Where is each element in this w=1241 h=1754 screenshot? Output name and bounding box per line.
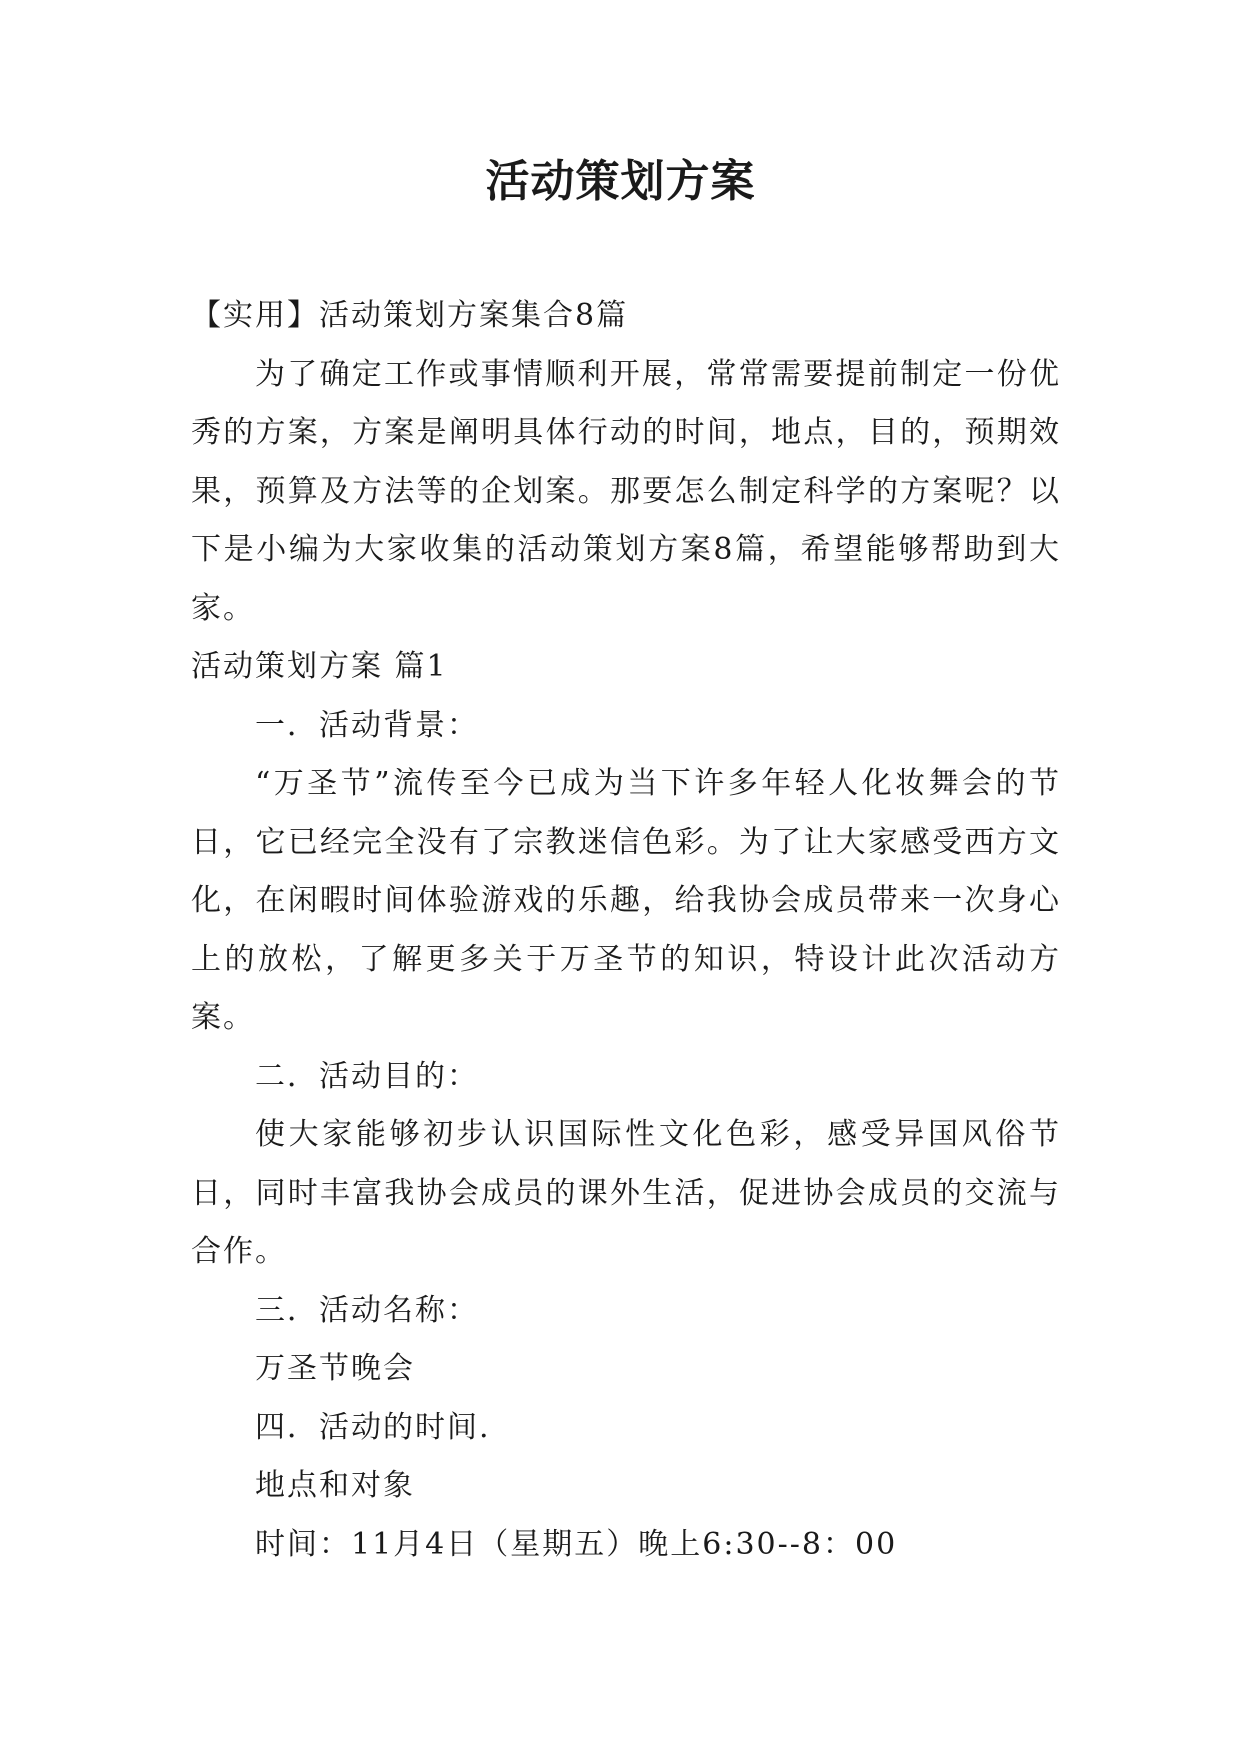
intro-paragraph: 为了确定工作或事情顺利开展，常常需要提前制定一份优秀的方案，方案是阐明具体行动的时间，地点，目的，预期效果，预算及方法等的企划案。那要怎么制定科学的方案呢？以下是小编为大家收集的活动策划方案8篇，希望能够帮助到大家。: [191, 356, 1061, 626]
background-paragraph: “万圣节”流传至今已成为当下许多年轻人化妆舞会的节日，它已经完全没有了宗教迷信色彩。为了让大家感受西方文化，在闲暇时间体验游戏的乐趣，给我协会成员带来一次身心上的放松，了解更多关于万圣节的知识，特设计此次活动方案。: [191, 766, 1061, 1035]
item-heading-time: 四．活动的时间.: [255, 1409, 491, 1445]
purpose-paragraph: 使大家能够初步认识国际性文化色彩，感受异国风俗节日，同时丰富我协会成员的课外生活，促进协会成员的交流与合作。: [191, 1117, 1061, 1269]
place-and-target-line: 地点和对象: [255, 1468, 415, 1503]
item-heading-name: 三．活动名称：: [255, 1292, 479, 1328]
time-line: 时间：11月4日（星期五）晚上6:30--8：00: [255, 1526, 898, 1562]
section-heading: 活动策划方案 篇1: [191, 649, 448, 684]
item-heading-background: 一．活动背景：: [255, 707, 479, 743]
subtitle-line: 【实用】活动策划方案集合8篇: [191, 298, 629, 333]
document-body: [191, 287, 1061, 1574]
item-heading-purpose: 二．活动目的：: [255, 1058, 479, 1094]
activity-name: 万圣节晚会: [255, 1351, 415, 1386]
document-title: 活动策划方案: [485, 156, 756, 207]
